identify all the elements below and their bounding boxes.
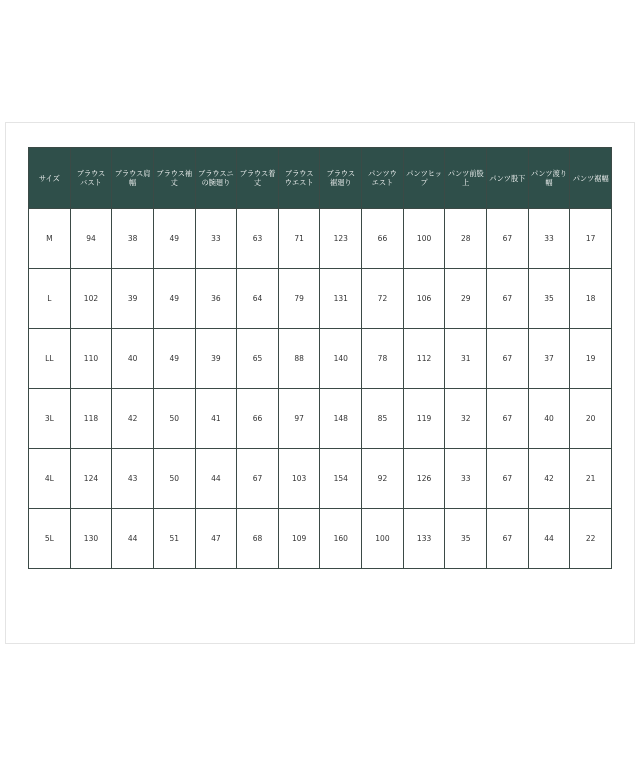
- table-cell: 92: [362, 449, 404, 509]
- table-cell: 29: [445, 269, 487, 329]
- table-cell: 67: [487, 209, 529, 269]
- table-cell: 154: [320, 449, 362, 509]
- table-cell: 119: [403, 389, 445, 449]
- table-cell: 118: [70, 389, 112, 449]
- table-cell: 19: [570, 329, 612, 389]
- table-cell: 72: [362, 269, 404, 329]
- table-cell: 44: [528, 509, 570, 569]
- cell-size: L: [29, 269, 71, 329]
- table-cell: 67: [487, 269, 529, 329]
- table-row: [29, 509, 612, 569]
- table-cell: 33: [445, 449, 487, 509]
- table-cell: 103: [278, 449, 320, 509]
- table-cell: 66: [362, 209, 404, 269]
- table-cell: 39: [112, 269, 154, 329]
- table-cell: 20: [570, 389, 612, 449]
- table-cell: 42: [528, 449, 570, 509]
- header-row: [29, 148, 612, 209]
- table-cell: 79: [278, 269, 320, 329]
- header-pants-thigh-width: パンツ渡り幅: [528, 148, 570, 209]
- table-cell: 71: [278, 209, 320, 269]
- table-cell: 67: [487, 449, 529, 509]
- table-cell: 43: [112, 449, 154, 509]
- table-cell: 148: [320, 389, 362, 449]
- size-chart-header: [29, 148, 612, 209]
- table-cell: 160: [320, 509, 362, 569]
- table-cell: 65: [237, 329, 279, 389]
- table-row: [29, 269, 612, 329]
- size-chart-table: [28, 147, 612, 569]
- table-cell: 32: [445, 389, 487, 449]
- table-cell: 109: [278, 509, 320, 569]
- table-cell: 44: [112, 509, 154, 569]
- table-cell: 66: [237, 389, 279, 449]
- table-cell: 140: [320, 329, 362, 389]
- header-pants-waist: パンツウ エスト: [362, 148, 404, 209]
- header-size: サイズ: [29, 148, 71, 209]
- table-cell: 33: [528, 209, 570, 269]
- table-cell: 64: [237, 269, 279, 329]
- table-cell: 63: [237, 209, 279, 269]
- table-cell: 112: [403, 329, 445, 389]
- table-cell: 124: [70, 449, 112, 509]
- table-cell: 106: [403, 269, 445, 329]
- header-blouse-upper-arm: ブラウスニ の腕廻り: [195, 148, 237, 209]
- cell-size: 4L: [29, 449, 71, 509]
- table-cell: 33: [195, 209, 237, 269]
- table-cell: 37: [528, 329, 570, 389]
- table-cell: 100: [403, 209, 445, 269]
- table-cell: 38: [112, 209, 154, 269]
- table-cell: 49: [153, 269, 195, 329]
- header-pants-front-rise: パンツ前股上: [445, 148, 487, 209]
- table-cell: 85: [362, 389, 404, 449]
- table-cell: 35: [528, 269, 570, 329]
- table-cell: 35: [445, 509, 487, 569]
- table-cell: 88: [278, 329, 320, 389]
- table-cell: 42: [112, 389, 154, 449]
- header-pants-inseam: パンツ股下: [487, 148, 529, 209]
- table-cell: 49: [153, 329, 195, 389]
- table-cell: 100: [362, 509, 404, 569]
- table-row: [29, 449, 612, 509]
- header-blouse-bust: ブラウス バスト: [70, 148, 112, 209]
- table-cell: 68: [237, 509, 279, 569]
- table-cell: 131: [320, 269, 362, 329]
- table-cell: 31: [445, 329, 487, 389]
- table-cell: 21: [570, 449, 612, 509]
- table-cell: 47: [195, 509, 237, 569]
- cell-size: 5L: [29, 509, 71, 569]
- table-row: [29, 389, 612, 449]
- table-cell: 110: [70, 329, 112, 389]
- header-blouse-shoulder-width: ブラウス肩幅: [112, 148, 154, 209]
- table-cell: 41: [195, 389, 237, 449]
- table-cell: 97: [278, 389, 320, 449]
- table-cell: 67: [487, 509, 529, 569]
- table-cell: 50: [153, 389, 195, 449]
- table-cell: 126: [403, 449, 445, 509]
- cell-size: 3L: [29, 389, 71, 449]
- table-cell: 67: [237, 449, 279, 509]
- table-row: [29, 329, 612, 389]
- header-blouse-length: ブラウス着丈: [237, 148, 279, 209]
- table-cell: 78: [362, 329, 404, 389]
- table-cell: 51: [153, 509, 195, 569]
- table-cell: 28: [445, 209, 487, 269]
- table-row: [29, 209, 612, 269]
- size-chart-body: [29, 209, 612, 569]
- header-blouse-sleeve-length: ブラウス袖丈: [153, 148, 195, 209]
- table-cell: 44: [195, 449, 237, 509]
- header-pants-hem-width: パンツ裾幅: [570, 148, 612, 209]
- table-cell: 18: [570, 269, 612, 329]
- cell-size: LL: [29, 329, 71, 389]
- table-cell: 40: [528, 389, 570, 449]
- table-cell: 102: [70, 269, 112, 329]
- table-cell: 36: [195, 269, 237, 329]
- header-blouse-hem: ブラウス 裾廻り: [320, 148, 362, 209]
- table-cell: 67: [487, 389, 529, 449]
- table-cell: 49: [153, 209, 195, 269]
- table-cell: 67: [487, 329, 529, 389]
- table-cell: 133: [403, 509, 445, 569]
- table-cell: 94: [70, 209, 112, 269]
- table-cell: 22: [570, 509, 612, 569]
- table-cell: 130: [70, 509, 112, 569]
- table-cell: 123: [320, 209, 362, 269]
- header-pants-hip: パンツヒップ: [403, 148, 445, 209]
- cell-size: M: [29, 209, 71, 269]
- table-cell: 17: [570, 209, 612, 269]
- table-cell: 40: [112, 329, 154, 389]
- header-blouse-waist: ブラウス ウエスト: [278, 148, 320, 209]
- table-cell: 39: [195, 329, 237, 389]
- table-cell: 50: [153, 449, 195, 509]
